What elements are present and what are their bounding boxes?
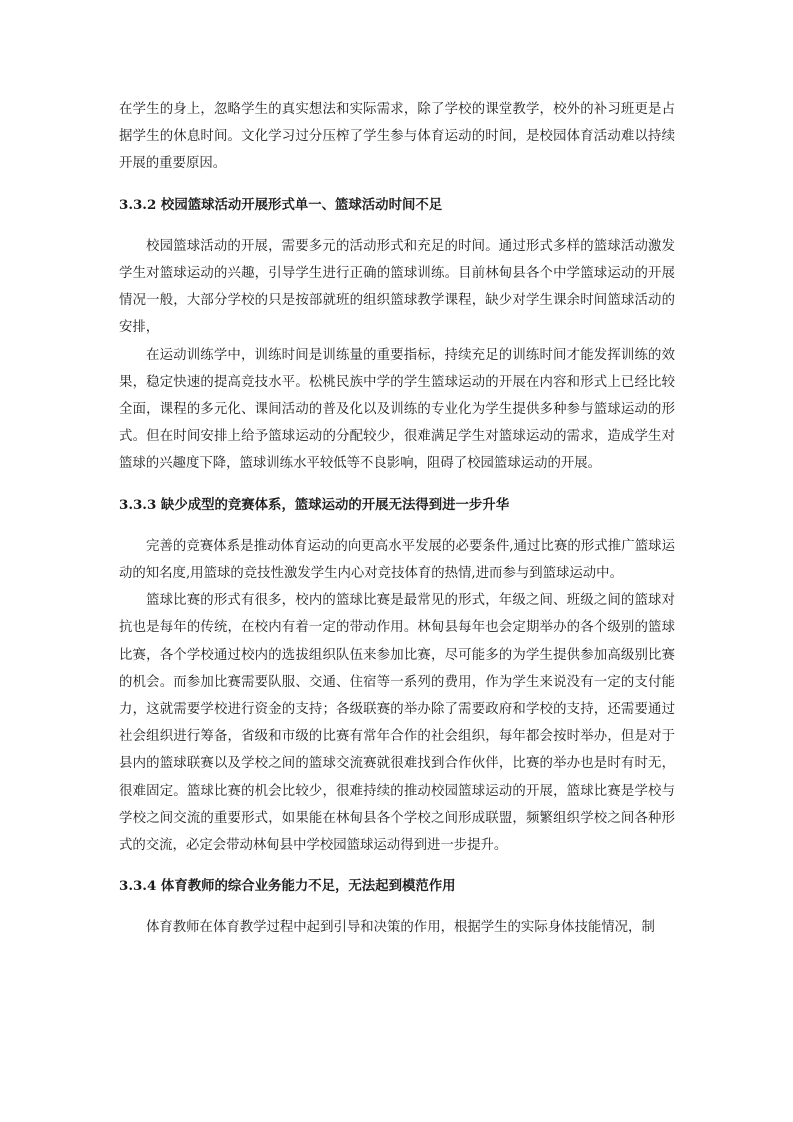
- document-page: [119, 96, 675, 942]
- section-3-3-3-paragraph-1: 完善的竞赛体系是推动体育运动的向更高水平发展的必要条件,通过比赛的形式推广篮球运动的知名度,用篮球的竞技性激发学生内心对竞技体育的热情,进而参与到篮球运动中。: [119, 538, 675, 582]
- section-3-3-2-paragraph-2: 在运动训练学中，训练时间是训练量的重要指标，持续充足的训练时间才能发挥训练的效果，稳定快速的提高竞技水平。松桃民族中学的学生篮球运动的开展在内容和形式上已经比较全面，课程的多元化、课间活动的普及化以及训练的专业化为学生提供多种参与篮球运动的形式。但在时间安排上给予篮球运动的分配较少，很难满足学生对篮球运动的需求，造成学生对篮球的兴趣度下降，篮球训练水平较低等不良影响，阻碍了校园篮球运动的开展。: [119, 347, 675, 472]
- section-heading-3-3-3: 3.3.3 缺少成型的竞赛体系，篮球运动的开展无法得到进一步升华: [119, 496, 510, 513]
- section-3-3-3-paragraph-2: 篮球比赛的形式有很多，校内的篮球比赛是最常见的形式，年级之间、班级之间的篮球对抗也是每年的传统，在校内有着一定的带动作用。林甸县每年也会定期举办的各个级别的篮球比赛，各个学校通过校内的选拔组织队伍来参加比赛，尽可能多的为学生提供参加高级别比赛的机会。而参加比赛需要队服、交通、住宿等一系列的费用，作为学生来说没有一定的支付能力，这就需要学校进行资金的支持；各级联赛的举办除了需要政府和学校的支持，还需要通过社会组织进行筹备，省级和市级的比赛有常年合作的社会组织，每年都会按时举办，但是对于县内的篮球联赛以及学校之间的篮球交流赛就很难找到合作伙伴，比赛的举办也是时有时无，很难固定。篮球比赛的机会比较少，很难持续的推动校园篮球运动的开展，篮球比赛是学校与学校之间交流的重要形式，如果能在林甸县各个学校之间形成联盟，频繁组织学校之间各种形式的交流，必定会带动林甸县中学校园篮球运动得到进一步提升。: [119, 593, 675, 854]
- section-heading-3-3-2: 3.3.2 校园篮球活动开展形式单一、篮球活动时间不足: [119, 196, 443, 213]
- section-3-3-4-paragraph-1: 体育教师在体育教学过程中起到引导和决策的作用，根据学生的实际身体技能情况，制: [146, 920, 655, 936]
- intro-paragraph: 在学生的身上，忽略学生的真实想法和实际需求，除了学校的课堂教学，校外的补习班更是占据学生的休息时间。文化学习过分压榨了学生参与体育运动的时间，是校园体育活动难以持续开展的重要原因。: [119, 102, 675, 172]
- section-heading-3-3-4: 3.3.4 体育教师的综合业务能力不足，无法起到模范作用: [119, 878, 456, 895]
- section-3-3-2-paragraph-1: 校园篮球活动的开展，需要多元的活动形式和充足的时间。通过形式多样的篮球活动激发学生对篮球运动的兴趣，引导学生进行正确的篮球训练。目前林甸县各个中学篮球运动的开展情况一般，大部分学校的只是按部就班的组织篮球教学课程，缺少对学生课余时间篮球活动的安排，: [119, 238, 675, 336]
